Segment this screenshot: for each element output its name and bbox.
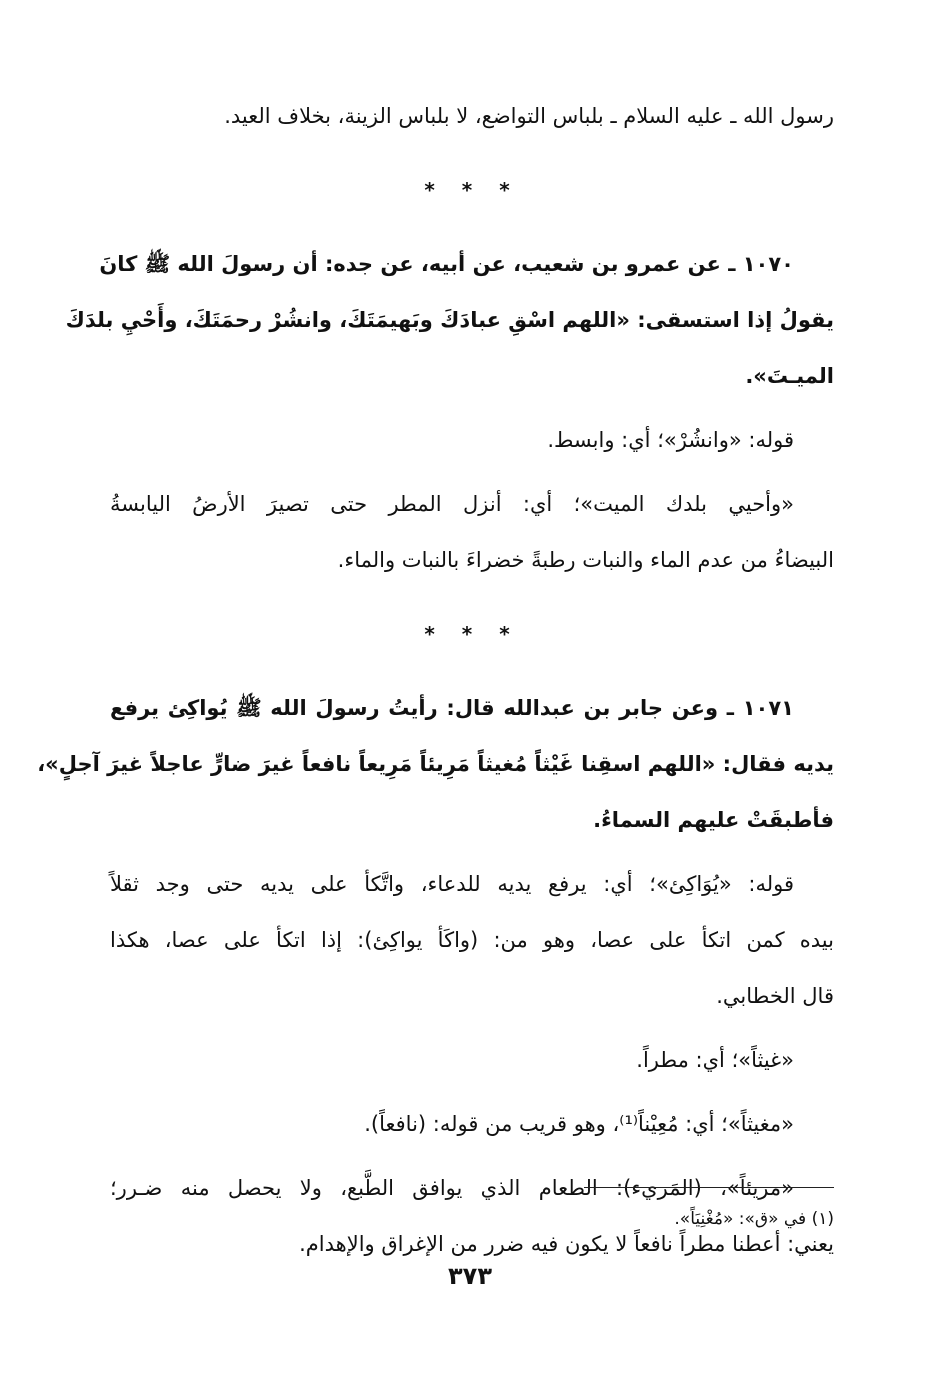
comment-1070-a-line: قوله: «وانشُرْ»؛ أي: وابسط. [547,428,794,452]
hadith-1070-line-3: الميـتَ». [745,364,834,388]
comment-1071-a-line-3: قال الخطابي. [716,984,834,1008]
comment-1071-b [110,1032,834,1088]
comment-1071-d-line-2: يعني: أعطنا مطراً نافعاً لا يكون فيه ضرر من الإغراق والإهدام. [299,1232,834,1256]
footnote: (١) في «ق»: «مُغْنِيَاً». [674,1209,834,1229]
hadith-1070-line-1: ١٠٧٠ ـ عن عمرو بن شعيب، عن أبيه، عن جده: أن رسولَ الله ﷺ كانَ [99,252,794,276]
section-separator-1: * * * [424,178,520,202]
page-number: ٣٧٣ [448,1262,492,1290]
footnote-divider [584,1187,834,1188]
section-separator-2: * * * [424,622,520,646]
hadith-1071-line-1: ١٠٧١ ـ وعن جابر بن عبدالله قال: رأيتُ رسولَ الله ﷺ يُواكِئ يرفع [110,696,794,720]
top-line: رسول الله ـ عليه السلام ـ بلباس التواضع، لا بلباس الزينة، بخلاف العيد. [224,104,834,128]
comment-1070-b-line-1: «وأحيي بلدك الميت»؛ أي: أنزل المطر حتى تصيرَ الأرضُ اليابسةُ [110,492,794,516]
comment-1071-a-line-1: قوله: «يُوَاكِئ»؛ أي: يرفع يديه للدعاء، واتَّكأ على يديه حتى وجد ثقلاً [110,872,794,896]
hadith-1070-line-2: يقولُ إذا استسقى: «اللهم اسْقِ عبادَكَ وبَهيمَتَكَ، وانشُرْ رحمَتَكَ، وأَحْيِ بلدَكَ [65,308,834,332]
hadith-1071 [37,680,834,848]
hadith-1070 [65,236,834,404]
top-line-paragraph [110,88,834,144]
comment-1071-c-line: «مغيثاً»؛ أي: مُعِيْناً⁽¹⁾، وهو قريب من قوله: (نافعاً). [364,1112,794,1136]
comment-1070-a [110,412,834,468]
comment-1070-b [110,476,834,588]
hadith-1071-line-2: يديه فقال: «اللهم اسقِنا غَيْثاً مُغيثاً مَرِيئاً مَرِيعاً نافعاً غيرَ ضارٍّ عاجلاً غيرَ آجلٍ»، [37,752,834,776]
comment-1071-b-line: «غيثاً»؛ أي: مطراً. [636,1048,794,1072]
comment-1071-c [110,1096,834,1152]
comment-1071-a-line-2: بيده كمن اتكأ على عصا، وهو من: (واكَأ يواكِئ): إذا اتكأ على عصا، هكذا [110,928,834,952]
comment-1070-b-line-2: البيضاءُ من عدم الماء والنبات رطبةً خضراءَ بالنبات والماء. [337,548,834,572]
comment-1071-d-line-1: «مريئاً»، (المَريء): الطعام الذي يوافق الطَّبع، ولا يحصل منه ضـرر؛ [110,1176,794,1200]
hadith-1071-line-3: فأطبقَتْ عليهم السماءُ. [593,808,834,832]
comment-1071-a [110,856,834,1024]
page-body [37,88,834,1280]
